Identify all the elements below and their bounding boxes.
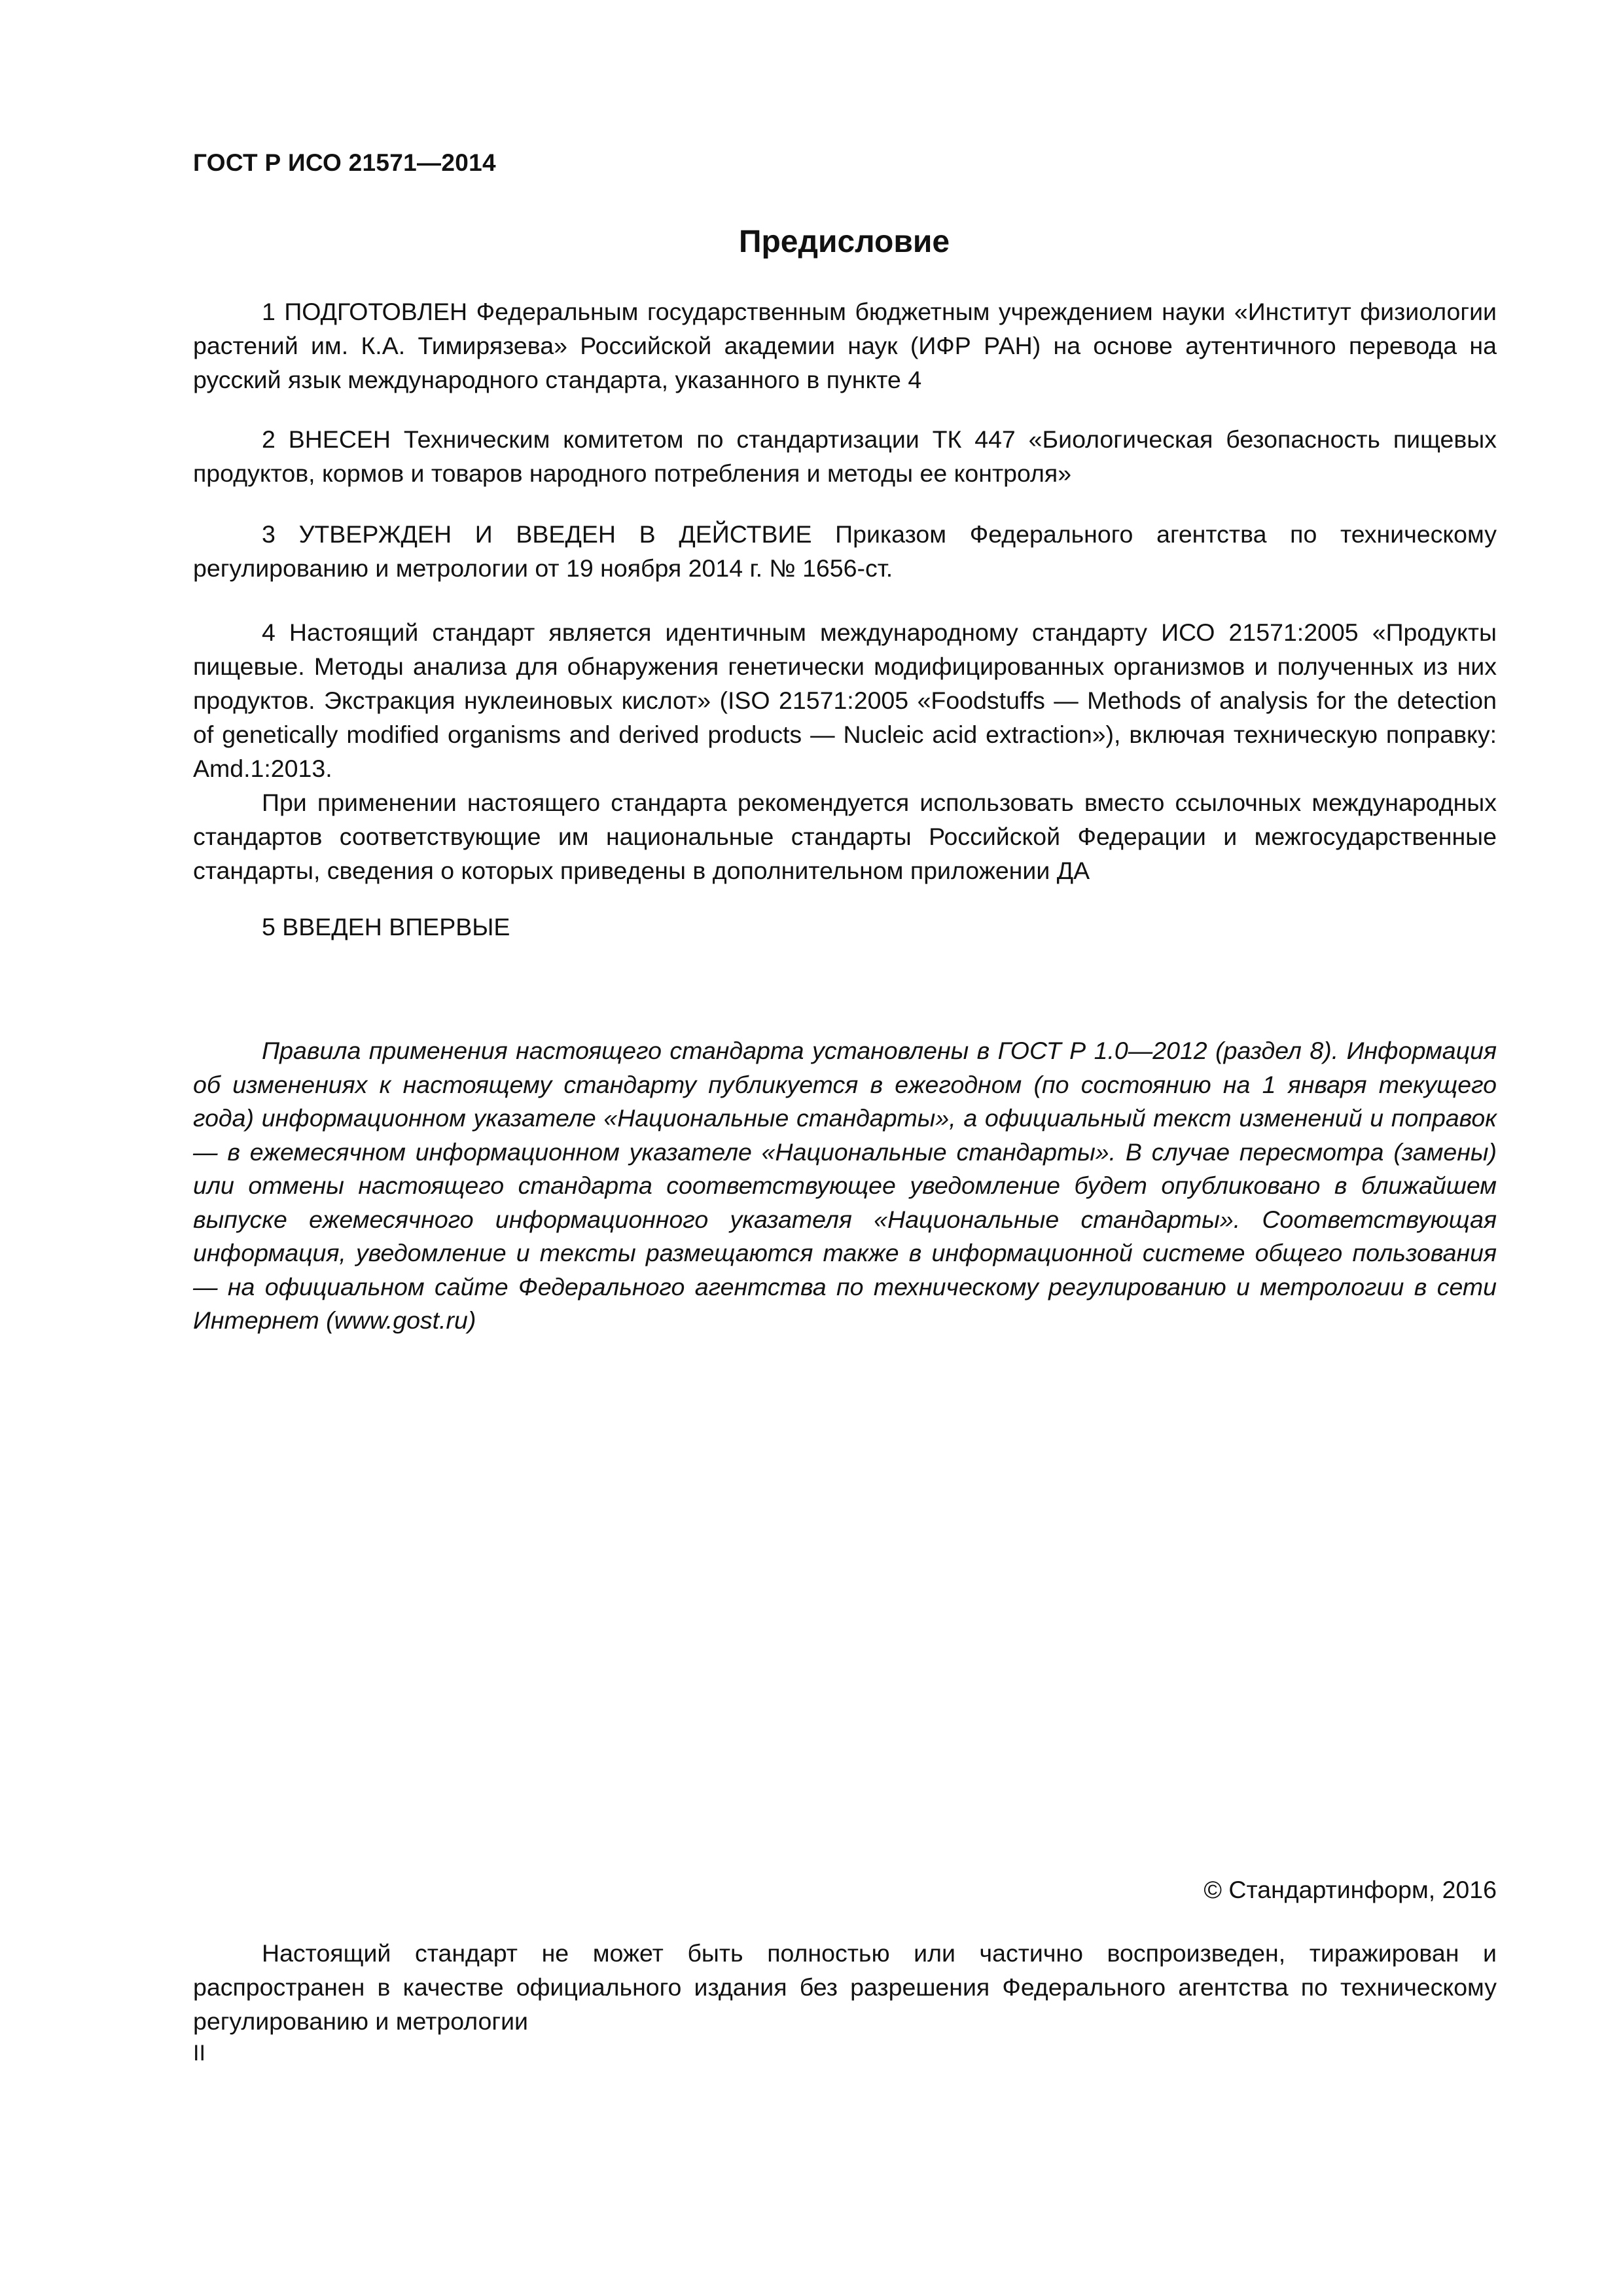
foreword-item-2 — [193, 422, 1497, 490]
page-title: Предисловие — [738, 224, 950, 259]
paragraph-text: 2 ВНЕСЕН Техническим комитетом по стандартизации ТК 447 «Биологическая безопасность пищевых продуктов, кормов и товаров народного потребления и методы ее контроля» — [193, 425, 1497, 487]
paragraph-text: 4 Настоящий стандарт является идентичным международному стандарту ИСО 21571:2005 «Продукты пищевые. Методы анализа для обнаружения генетически модифицированных организмов и полученных из них продуктов. Экстракция нуклеиновых кислот» (ISO 21571:2005 «Foodstuffs — Methods of analysis for the detection of genetically modified organisms and derived products — Nucleic acid extraction»), включая техническую поправку: Amd.1:2013. — [193, 619, 1497, 782]
paragraph-text: 3 УТВЕРЖДЕН И ВВЕДЕН В ДЕЙСТВИЕ Приказом Федерального агентства по техническому регулированию и метрологии от 19 ноября 2014 г. № 1656-ст. — [193, 520, 1497, 582]
application-rules-note — [193, 1034, 1497, 1338]
paragraph-text: 5 ВВЕДЕН ВПЕРВЫЕ — [262, 913, 510, 941]
standard-id-header: ГОСТ Р ИСО 21571—2014 — [193, 149, 496, 176]
copyright-notice: © Стандартинформ, 2016 — [1204, 1876, 1497, 1903]
foreword-item-5 — [193, 910, 1497, 944]
foreword-item-4 — [193, 615, 1497, 888]
note-text: Правила применения настоящего стандарта установлены в ГОСТ Р 1.0—2012 (раздел 8). Информация об изменениях к настоящему стандарту публикуется в ежегодном (по состоянию на 1 января текущего года) информационном указателе «Национальные стандарты», а официальный текст изменений и поправок — в ежемесячном информационном указателе «Национальные стандарты». В случае пересмотра (замены) или отмены настоящего стандарта соответствующее уведомление будет опубликовано в ближайшем выпуске ежемесячного информационного указателя «Национальные стандарты». Соответствующая информация, уведомление и тексты размещаются также в информационной системе общего пользования — на официальном сайте Федерального агентства по техническому регулированию и метрологии в сети Интернет (www.gost.ru) — [193, 1037, 1497, 1334]
paragraph-text: 1 ПОДГОТОВЛЕН Федеральным государственным бюджетным учреждением науки «Институт физиологии растений им. К.А. Тимирязева» Российской академии наук (ИФР РАН) на основе аутентичного перевода на русский язык международного стандарта, указанного в пункте 4 — [193, 298, 1497, 393]
reproduction-notice — [193, 1936, 1497, 2038]
page-number: II — [193, 2041, 205, 2066]
foreword-item-1 — [193, 295, 1497, 397]
foreword-item-3 — [193, 517, 1497, 585]
reproduction-text: Настоящий стандарт не может быть полностью или частично воспроизведен, тиражирован и распространен в качестве официального издания без разрешения Федерального агентства по техническому регулированию и метрологии — [193, 1939, 1497, 2035]
paragraph-text: При применении настоящего стандарта рекомендуется использовать вместо ссылочных международных стандартов соответствующие им национальные стандарты Российской Федерации и межгосударственные стандарты, сведения о которых приведены в дополнительном приложении ДА — [193, 789, 1497, 884]
